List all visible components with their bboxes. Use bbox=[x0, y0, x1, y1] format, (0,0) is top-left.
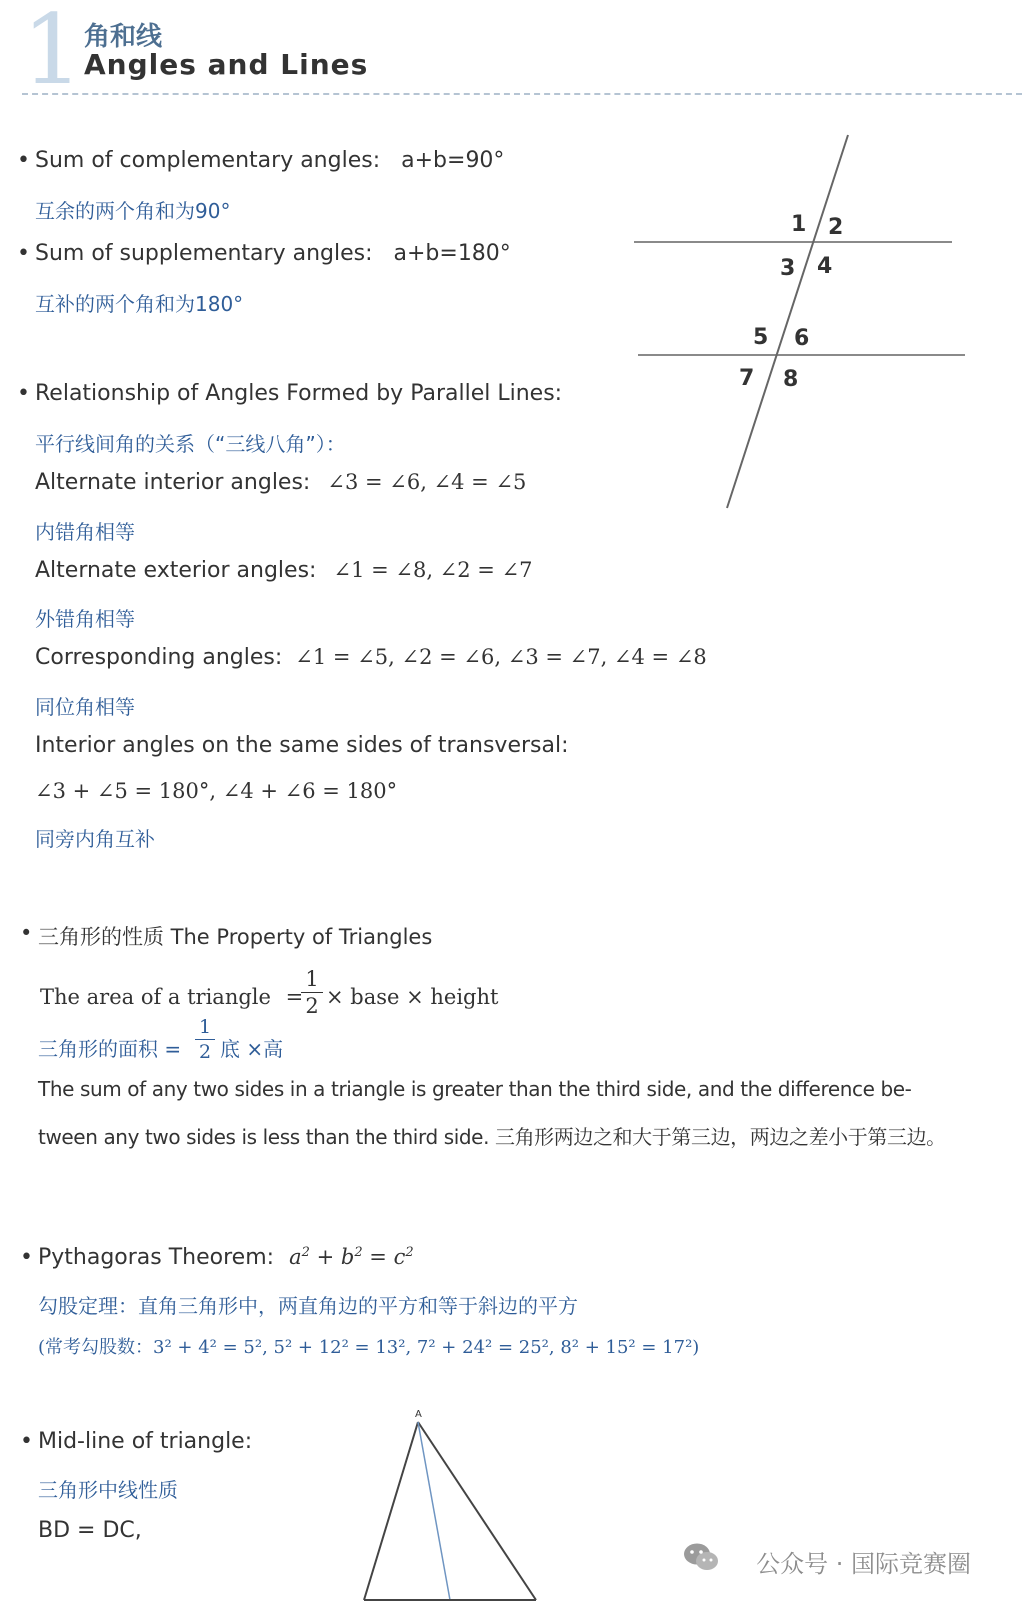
angle-label-3: 3 bbox=[780, 256, 796, 281]
supplementary-item bbox=[35, 241, 511, 266]
complementary-label: Sum of complementary angles: bbox=[35, 148, 381, 173]
corresponding-note: 同位角相等 bbox=[35, 695, 135, 719]
supplementary-formula: a+b=180° bbox=[393, 241, 511, 266]
pythagoras-examples: (常考勾股数：3² + 4² = 5², 5² + 12² = 13², 7² + 24² = 25², 8² + 15² = 17²) bbox=[38, 1337, 700, 1358]
angle-label-7: 7 bbox=[739, 366, 755, 391]
triangles-heading: • 三角形的性质 The Property of Triangles bbox=[38, 921, 432, 951]
triangle-area-en-rhs: × base × height bbox=[326, 985, 499, 1009]
header-divider bbox=[22, 93, 1022, 95]
alt-interior-label: Alternate interior angles: bbox=[35, 470, 311, 495]
corresponding-label: Corresponding angles: bbox=[35, 645, 283, 670]
triangle-area-cn-rhs: 底 ×高 bbox=[220, 1037, 284, 1061]
triangle-side-left bbox=[364, 1422, 418, 1600]
pythagoras-exp-b: 2 bbox=[354, 1245, 363, 1260]
complementary-note: 互余的两个角和为90° bbox=[35, 199, 231, 223]
same-side-note: 同旁内角互补 bbox=[35, 827, 155, 851]
pythagoras-eq: = bbox=[369, 1245, 387, 1269]
angle-label-8: 8 bbox=[783, 367, 799, 392]
pythagoras-note: 勾股定理：直角三角形中，两直角边的平方和等于斜边的平方 bbox=[38, 1294, 578, 1318]
alt-interior-note: 内错角相等 bbox=[35, 520, 135, 544]
same-side-formula: ∠3 + ∠5 = 180°, ∠4 + ∠6 = 180° bbox=[35, 779, 398, 803]
complementary-formula: a+b=90° bbox=[401, 148, 505, 173]
pythagoras-plus: + bbox=[316, 1245, 335, 1269]
triangle-area-cn-lhs: 三角形的面积 = bbox=[38, 1037, 182, 1061]
watermark-text: 公众号 · 国际竞赛圈 bbox=[756, 1550, 971, 1578]
fraction-en bbox=[301, 966, 323, 1019]
pythagoras-term-c: c bbox=[393, 1245, 406, 1269]
parallel-lines-diagram bbox=[620, 130, 980, 520]
corresponding-formula: ∠1 = ∠5, ∠2 = ∠6, ∠3 = ∠7, ∠4 = ∠8 bbox=[295, 645, 707, 669]
angle-label-5: 5 bbox=[753, 325, 769, 350]
midline-note: 三角形中线性质 bbox=[38, 1478, 178, 1502]
supplementary-note: 互补的两个角和为180° bbox=[35, 292, 244, 316]
triangle-apex-label: A bbox=[415, 1409, 422, 1420]
alt-exterior-formula: ∠1 = ∠8, ∠2 = ∠7 bbox=[333, 558, 533, 582]
same-side-label: Interior angles on the same sides of transversal: bbox=[35, 733, 569, 758]
angle-label-4: 4 bbox=[817, 254, 833, 279]
transversal-line bbox=[727, 135, 848, 508]
alt-exterior-note: 外错角相等 bbox=[35, 607, 135, 631]
chapter-number: 1 bbox=[22, 0, 84, 106]
triangle-area-en-equals: = bbox=[285, 985, 304, 1009]
pythagoras-term-a: a bbox=[289, 1245, 302, 1269]
supplementary-label: Sum of supplementary angles: bbox=[35, 241, 373, 266]
fraction-cn bbox=[195, 1015, 215, 1064]
pythagoras-term-b: b bbox=[340, 1245, 355, 1269]
parallel-heading-cn: 平行线间角的关系（“三线八角”）： bbox=[35, 432, 346, 456]
triangle-area-en-lhs: The area of a triangle bbox=[40, 985, 271, 1009]
alt-interior-row bbox=[35, 470, 526, 495]
triangle-sides-line1: The sum of any two sides in a triangle is greater than the third side, and the difference be- bbox=[38, 1077, 912, 1101]
alt-exterior-row bbox=[35, 558, 533, 583]
pythagoras-exp-a: 2 bbox=[301, 1245, 310, 1260]
triangle-area-en bbox=[40, 985, 303, 1009]
triangle-sides-line2: tween any two sides is less than the third side. 三角形两边之和大于第三边，两边之差小于第三边。 bbox=[38, 1125, 946, 1149]
fraction-en-num: 1 bbox=[305, 967, 319, 991]
triangle-diagram bbox=[350, 1400, 560, 1606]
chapter-title-cn: 角和线 bbox=[84, 22, 163, 52]
angle-label-2: 2 bbox=[828, 215, 844, 240]
angle-label-1: 1 bbox=[791, 212, 807, 237]
pythagoras-exp-c: 2 bbox=[405, 1245, 414, 1260]
wechat-icon bbox=[683, 1542, 719, 1572]
alt-exterior-label: Alternate exterior angles: bbox=[35, 558, 317, 583]
midline-formula: BD = DC, bbox=[38, 1518, 142, 1543]
pythagoras-item bbox=[38, 1245, 414, 1270]
fraction-en-den: 2 bbox=[301, 992, 323, 1019]
triangle-median bbox=[418, 1422, 450, 1600]
fraction-cn-num: 1 bbox=[198, 1016, 212, 1038]
parallel-heading: • Relationship of Angles Formed by Parallel Lines: bbox=[35, 381, 562, 406]
corresponding-row bbox=[35, 645, 707, 670]
chapter-title-en: Angles and Lines bbox=[84, 48, 369, 81]
triangle-side-right bbox=[418, 1422, 536, 1600]
complementary-item bbox=[35, 148, 504, 173]
pythagoras-formula bbox=[289, 1245, 414, 1269]
fraction-cn-den: 2 bbox=[195, 1039, 215, 1064]
pythagoras-label: Pythagoras Theorem: bbox=[38, 1245, 275, 1270]
angle-label-6: 6 bbox=[794, 326, 810, 351]
midline-label: • Mid-line of triangle: bbox=[38, 1429, 252, 1454]
alt-interior-formula: ∠3 = ∠6, ∠4 = ∠5 bbox=[327, 470, 527, 494]
